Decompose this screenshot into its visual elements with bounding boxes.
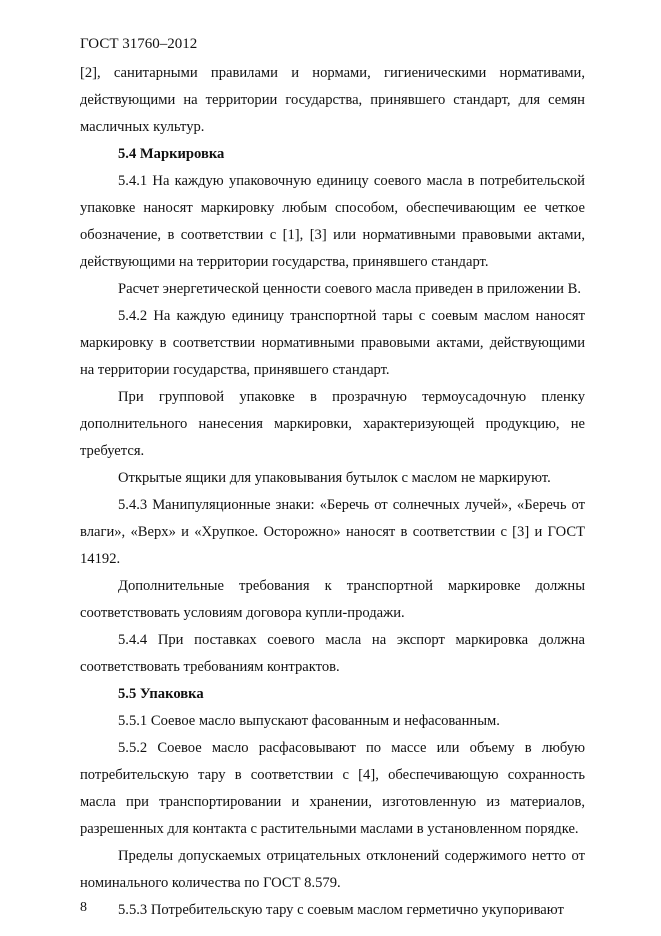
paragraph-energy-value: Расчет энергетической ценности соевого масла приведен в приложении В. xyxy=(118,281,582,297)
paragraph-deviation-limits: Пределы допускаемых отрицательных отклонений содержимого нетто от номинального количества по ГОСТ 8.579. xyxy=(80,848,585,891)
document-body xyxy=(80,60,585,924)
paragraph-additional-requirements: Дополнительные требования к транспортной маркировке должны соответствовать условиям договора купли-продажи. xyxy=(80,578,585,621)
section-title-marking: 5.4 Маркировка xyxy=(118,146,225,162)
paragraph-5-5-2: 5.5.2 Соевое масло расфасовывают по массе или объему в любую потребительскую тару в соответствии с [4], обеспечивающую сохранность масла при транспортировании и хранении, изготовленную из материалов, разрешенных для контакта с растительными маслами в установленном порядке. xyxy=(80,740,585,837)
paragraph-5-4-1: 5.4.1 На каждую упаковочную единицу соевого масла в потребительской упаковке наносят маркировку любым способом, обеспечивающим ее четкое обозначение, в соответствии с [1], [3] или нормативными правовыми актами, действующими на территории государства, принявшего стандарт. xyxy=(80,173,585,270)
paragraph-5-4-2: 5.4.2 На каждую единицу транспортной тары с соевым маслом наносят маркировку в соответствии нормативными правовыми актами, действующими на территории государства, принявшего стандарт. xyxy=(80,308,585,378)
document-code-header: ГОСТ 31760–2012 xyxy=(80,36,198,52)
section-title-packaging: 5.5 Упаковка xyxy=(118,686,204,702)
paragraph-5-4-4: 5.4.4 При поставках соевого масла на экспорт маркировка должна соответствовать требованиям контрактов. xyxy=(80,632,585,675)
paragraph-group-packaging: При групповой упаковке в прозрачную термоусадочную пленку дополнительного нанесения маркировки, характеризующей продукцию, не требуется. xyxy=(80,389,585,459)
paragraph-open-boxes: Открытые ящики для упаковывания бутылок с маслом не маркируют. xyxy=(118,470,551,486)
paragraph-5-4-3: 5.4.3 Манипуляционные знаки: «Беречь от солнечных лучей», «Беречь от влаги», «Верх» и «Хрупкое. Осторожно» наносят в соответствии с [3] и ГОСТ 14192. xyxy=(80,497,585,567)
paragraph-5-5-3: 5.5.3 Потребительскую тару с соевым маслом герметично укупоривают xyxy=(118,902,564,918)
paragraph-intro-continuation: [2], санитарными правилами и нормами, гигиеническими нормативами, действующими на территории государства, принявшего стандарт, для семян масличных культур. xyxy=(80,65,585,135)
paragraph-5-5-1: 5.5.1 Соевое масло выпускают фасованным и нефасованным. xyxy=(118,713,500,729)
page-number: 8 xyxy=(80,900,87,915)
